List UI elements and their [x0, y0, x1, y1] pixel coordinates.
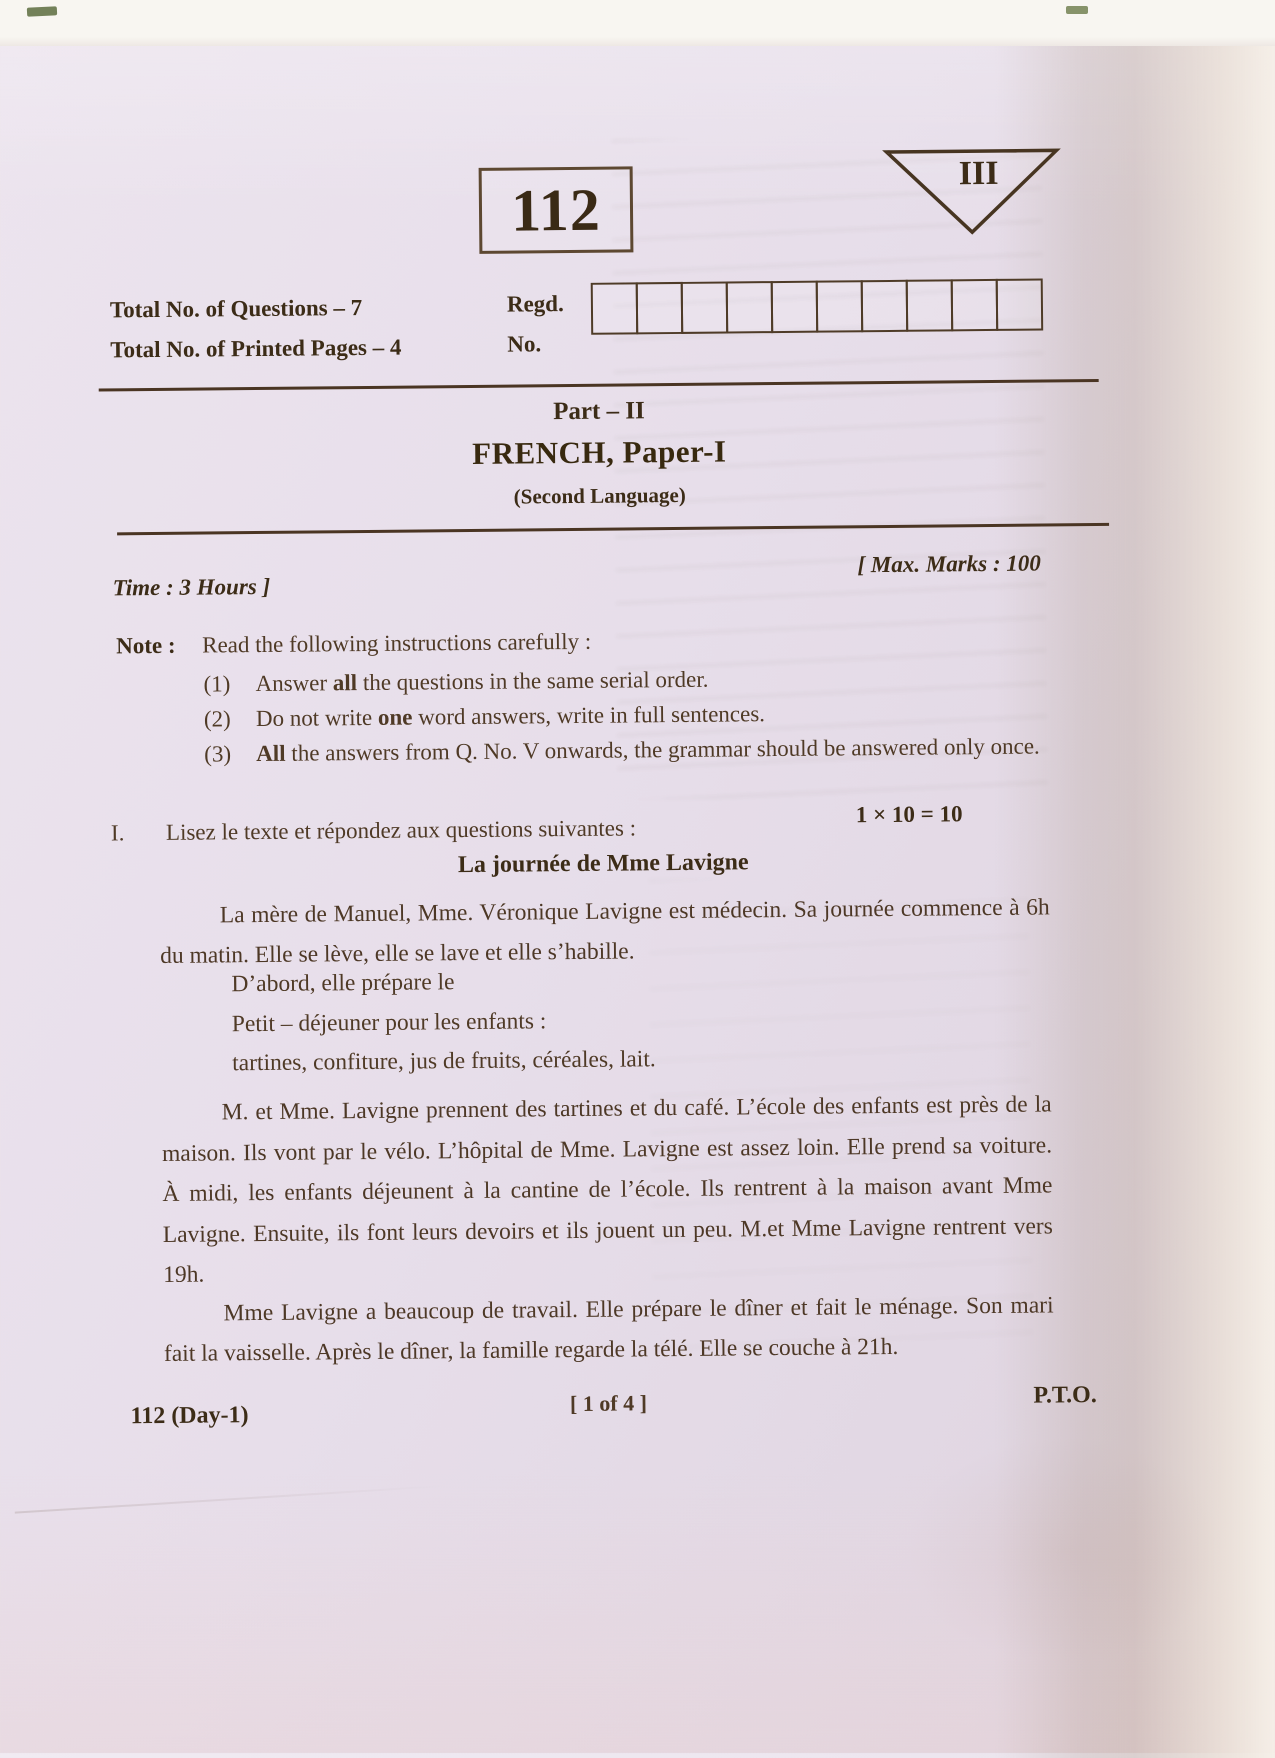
question-marks: 1 × 10 = 10 — [856, 801, 963, 828]
instruction-text — [256, 701, 765, 732]
question-number: I. — [111, 820, 125, 846]
note-intro: Read the following instructions carefully : — [202, 629, 591, 659]
set-triangle — [881, 145, 1062, 239]
regd-cell — [996, 278, 1043, 330]
max-marks: [ Max. Marks : 100 — [857, 551, 1041, 579]
subject-title: FRENCH, Paper-I — [99, 430, 1099, 476]
regd-cell — [726, 281, 773, 333]
regd-cell — [861, 280, 908, 332]
instruction-part-bold: all — [333, 670, 358, 695]
horizontal-rule — [99, 379, 1099, 392]
pto-label: P.T.O. — [1033, 1382, 1097, 1410]
instruction-part-bold: one — [378, 705, 413, 730]
passage-paragraph: La mère de Manuel, Mme. Véronique Lavigne est médecin. Sa journée commence à 6h du matin. Elle se lève, elle se lave et elle s’habille. — [160, 887, 1051, 976]
scan-artifact-mark — [27, 6, 57, 17]
regd-label: Regd. — [507, 291, 564, 318]
time-allowed: Time : 3 Hours ] — [113, 574, 271, 602]
paper-stain — [904, 1434, 1226, 1667]
instruction-part: word answers, write in full sentences. — [412, 701, 765, 729]
regd-no-label: No. — [507, 331, 541, 357]
regd-grid — [591, 278, 1043, 334]
question-text: Lisez le texte et répondez aux questions suivantes : — [166, 815, 636, 846]
part-title: Part – II — [99, 393, 1099, 431]
regd-cell — [636, 282, 683, 334]
regd-cell — [951, 279, 998, 331]
instruction-text — [255, 667, 708, 697]
regd-cell — [771, 281, 818, 333]
second-language-label: (Second Language) — [100, 479, 1100, 514]
regd-cell — [681, 281, 728, 333]
page-number: [ 1 of 4 ] — [108, 1386, 1108, 1422]
passage-line: Petit – déjeuner pour les enfants : — [232, 1008, 547, 1038]
total-pages: Total No. of Printed Pages – 4 — [110, 335, 401, 364]
instruction-number: (3) — [204, 741, 231, 767]
total-questions: Total No. of Questions – 7 — [110, 295, 362, 323]
instruction-number: (2) — [204, 706, 231, 732]
instruction-part: the answers from Q. No. V onwards, the grammar should be answered only once. — [285, 734, 1039, 766]
set-label: III — [959, 155, 999, 192]
instruction-part: the questions in the same serial order. — [357, 667, 709, 695]
passage-paragraph: M. et Mme. Lavigne prennent des tartines et du café. L’école des enfants est près de la maison. Ils vont par le vélo. L’hôpital de Mme. Lavigne est assez loin. Elle prend sa voiture. À midi, les enfants déjeunent à la cantine de l’école. Ils rentrent à la maison avant Mme Lavigne. Ensuite, ils font leurs devoirs et ils jouent un peu. M.et Mme Lavigne rentrent vers 19h. — [161, 1084, 1053, 1295]
instruction-part: Answer — [255, 670, 333, 696]
scan-artifact-mark — [1066, 6, 1088, 14]
footer-paper-code: 112 (Day-1) — [130, 1402, 248, 1430]
passage-paragraph: Mme Lavigne a beaucoup de travail. Elle prépare le dîner et fait le ménage. Son mari fait la vaisselle. Après le dîner, la famille regarde la télé. Elle se couche à 21h. — [163, 1285, 1054, 1374]
regd-cell — [906, 279, 953, 331]
regd-cell — [591, 282, 638, 334]
paper-crease — [15, 1485, 444, 1514]
instruction-part: Do not write — [256, 705, 378, 731]
note-label: Note : — [116, 633, 176, 660]
instruction-number: (1) — [203, 671, 230, 697]
paper-code-box — [479, 166, 634, 253]
paper-code: 112 — [511, 175, 601, 245]
horizontal-rule — [117, 523, 1109, 536]
passage-line: tartines, confiture, jus de fruits, céréales, lait. — [232, 1046, 656, 1077]
passage-line: D’abord, elle prépare le — [231, 969, 454, 998]
passage-title: La journée de Mme Lavigne — [103, 846, 1103, 883]
instruction-part-bold: All — [256, 741, 286, 766]
instruction-text — [256, 734, 1040, 768]
regd-cell — [816, 280, 863, 332]
